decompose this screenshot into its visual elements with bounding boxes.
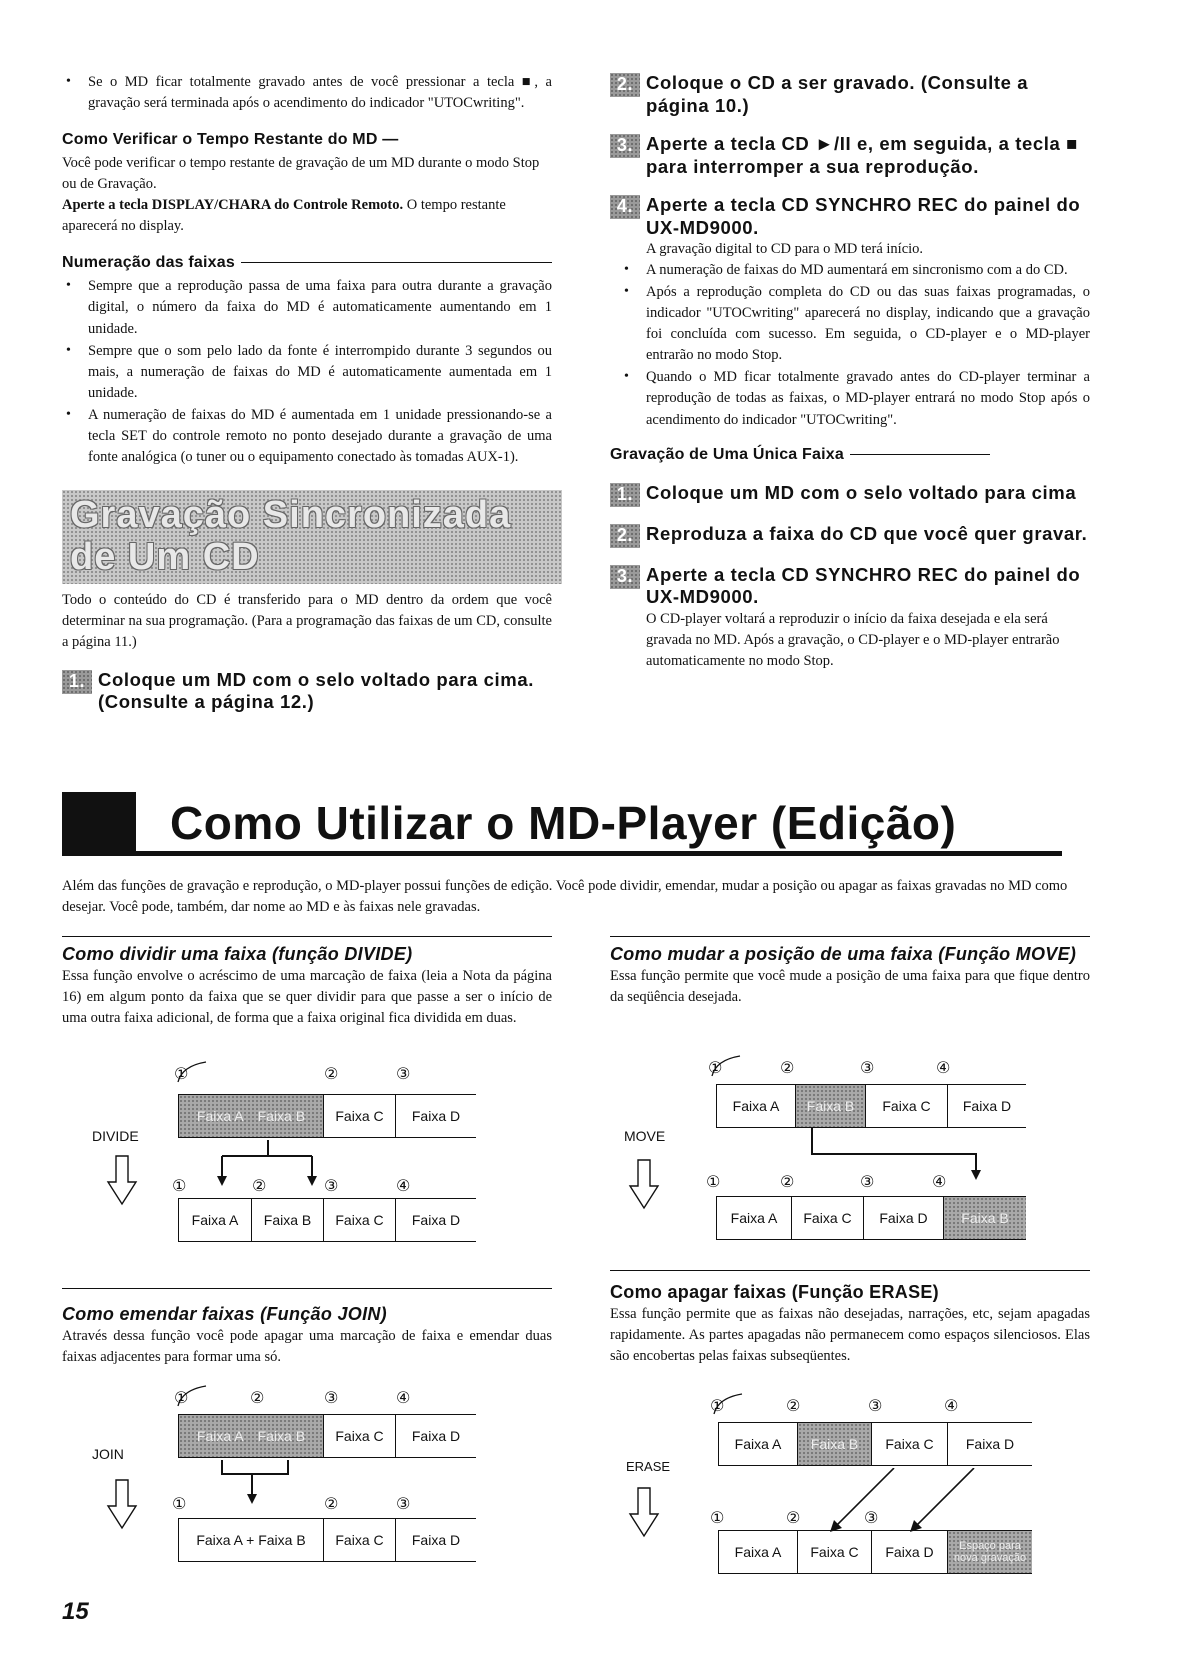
track-cell: Faixa D (411, 1531, 461, 1548)
track-cell: Faixa C (798, 1531, 872, 1573)
track-cell: Faixa A + Faixa B (178, 1519, 324, 1561)
list-item: • Se o MD ficar totalmente gravado antes de você pressionar a tecla ■, a gravação será terminada após o acendimento do indicador "UTOCwriting". (62, 72, 552, 114)
list-item: • A numeração de faixas do MD é aumentada em 1 unidade pressionando-se a tecla SET do controle remoto no ponto desejado durante a gravação de uma fonte analógica (o tuner ou o equipamento conectado às tomadas AUX-1). (62, 405, 552, 468)
list-item: • A numeração de faixas do MD aumentará em sincronismo com a do CD. (620, 260, 1090, 281)
sync-step-3: 3. Aperte a tecla CD ►/II e, em seguida, a tecla ■ para interromper a sua reprodução. (610, 133, 1090, 178)
track-cell: Faixa D (864, 1197, 944, 1239)
track-cell: Faixa C (792, 1197, 864, 1239)
list-item: • Sempre que o som pelo lado da fonte é interrompido durante 3 segundos ou mais, a numeração de faixas do MD é automaticamente aumentada em 1 unidade. (62, 341, 552, 404)
track-cell: Faixa C (872, 1423, 948, 1465)
single-step-1: 1. Coloque um MD com o selo voltado para cima (610, 482, 1090, 507)
single-step-2: 2. Reproduza a faixa do CD que você quer gravar. (610, 523, 1090, 548)
page-number: 15 (62, 1598, 89, 1625)
track-cell: Faixa C (324, 1519, 396, 1561)
left-column (62, 72, 552, 714)
single-step-3: 3. Aperte a tecla CD SYNCHRO REC do painel do UX-MD9000. (610, 564, 1090, 609)
sync-recording-banner: Gravação Sincronizada de Um CD (62, 490, 562, 584)
top-bullet-list (62, 72, 552, 114)
join-track-before (178, 1414, 476, 1458)
list-item: • Sempre que a reprodução passa de uma faixa para outra durante a gravação digital, o número da faixa do MD é automaticamente aumentando em 1 unidade. (62, 276, 552, 339)
track-cell: Faixa D (872, 1531, 948, 1573)
join-mode-label: JOIN (92, 1446, 124, 1462)
track-cell: Faixa D (411, 1107, 461, 1124)
numbering-list (62, 276, 552, 467)
move-track-after (716, 1196, 1026, 1240)
list-item: • Após a reprodução completa do CD ou das suas faixas programadas, o indicador "UTOCwriting" aparecerá no display, indicando que a gravação foi concluída com sucesso. Em seguida, o CD-player e o MD-player entrarão no modo Stop. (620, 282, 1090, 366)
erase-text: Essa função permite que as faixas não desejadas, narrações, etc, sejam apagadas rapidamente. As partes apagadas não permanecem como espaços silenciosos. Elas são encobertas pelas faixas subseqüentes. (610, 1305, 1090, 1364)
divide-mode-label: DIVIDE (92, 1128, 139, 1144)
track-cell: Faixa C (324, 1095, 396, 1137)
shift-arrows-icon (810, 1468, 1030, 1538)
list-item: • Quando o MD ficar totalmente gravado antes do CD-player terminar a reprodução de todas as faixas, o MD-player entrará no modo Stop após o acendimento do indicador "UTOCwriting". (620, 367, 1090, 430)
erase-title: Como apagar faixas (Função ERASE) (610, 1270, 1090, 1304)
step-4-list (620, 260, 1090, 430)
sync-intro-text: Todo o conteúdo do CD é transferido para o MD dentro da ordem que você determinar na sua programação. (Para a programação das faixas de um CD, consulte a página 11.) (62, 591, 552, 650)
move-section (610, 936, 1090, 1008)
track-cell: Faixa D (962, 1097, 1012, 1114)
erase-section (610, 1270, 1090, 1367)
check-time-heading: Como Verificar o Tempo Restante do MD — (62, 131, 399, 149)
move-mode-label: MOVE (624, 1128, 666, 1144)
track-cell: Faixa A Faixa B (178, 1095, 324, 1137)
erase-track-after (718, 1530, 1032, 1574)
track-cell: Faixa B (252, 1199, 324, 1241)
arrow-down-icon (626, 1486, 662, 1542)
join-track-after (178, 1518, 476, 1562)
sync-step-4-body: A gravação digital to CD para o MD terá início. (646, 241, 924, 258)
move-track-before (716, 1084, 1026, 1128)
track-cell: Faixa A (718, 1423, 798, 1465)
divide-title: Como dividir uma faixa (função DIVIDE) (62, 936, 552, 966)
title-block-icon (62, 792, 136, 856)
track-cell: Faixa A (178, 1199, 252, 1241)
divide-diagram: ① ② ③ Faixa A Faixa B Faixa C Faixa D DIVIDE ① ② ③ ④ Faixa A Faixa B Faixa C Faixa D (62, 1060, 552, 1260)
single-track-heading: Gravação de Uma Única Faixa (610, 443, 1090, 466)
track-cell: Faixa D (411, 1211, 461, 1228)
erase-diagram: ① ② ③ ④ Faixa A Faixa B Faixa C Faixa D ERASE ① ② ③ Faixa A Faixa C Faixa D Espaço para nova gravação (610, 1392, 1090, 1592)
track-cell: Faixa C (324, 1415, 396, 1457)
single-step-3-body: O CD-player voltará a reproduzir o início da faixa desejada e ela será gravada no MD. Após a gravação, o CD-player e o MD-player entrarão automaticamente no modo Stop. (646, 610, 1060, 669)
track-cell: Faixa B (796, 1085, 866, 1127)
track-cell: Faixa B (944, 1197, 1026, 1239)
move-connector-icon (810, 1128, 1010, 1184)
track-cell: Faixa C (324, 1199, 396, 1241)
track-cell: Faixa C (866, 1085, 948, 1127)
join-connector-icon (212, 1460, 362, 1510)
move-title: Como mudar a posição de uma faixa (Função MOVE) (610, 936, 1090, 966)
erase-track-before (718, 1422, 1032, 1466)
track-cell: Faixa D (965, 1435, 1015, 1452)
join-text: Através dessa função você pode apagar uma marcação de faixa e emendar duas faixas adjacentes para formar uma só. (62, 1327, 552, 1365)
divide-track-before (178, 1094, 476, 1138)
check-time-instruction: Aperte a tecla DISPLAY/CHARA do Controle Remoto. O tempo restante aparecerá no display. (62, 197, 506, 235)
free-space-cell: Espaço para nova gravação (948, 1531, 1032, 1573)
erase-mode-label: ERASE (626, 1459, 671, 1474)
sync-step-2: 2. Coloque o CD a ser gravado. (Consulte a página 10.) (610, 72, 1090, 117)
numbering-heading: Numeração das faixas (62, 251, 552, 274)
sync-step-4: 4. Aperte a tecla CD SYNCHRO REC do painel do UX-MD9000. (610, 194, 1090, 239)
divide-track-after (178, 1198, 476, 1242)
track-cell: Faixa A (716, 1085, 796, 1127)
main-title: Como Utilizar o MD-Player (Edição) (62, 792, 1062, 856)
split-connector-icon (212, 1140, 362, 1190)
move-diagram: ① ② ③ ④ Faixa A Faixa B Faixa C Faixa D MOVE ① ② ③ ④ Faixa A Faixa C Faixa D Faixa B (610, 1050, 1090, 1250)
right-column (610, 72, 1090, 672)
join-title: Como emendar faixas (Função JOIN) (62, 1288, 552, 1326)
track-cell: Faixa A Faixa B (178, 1415, 324, 1457)
join-section (62, 1288, 552, 1368)
track-cell: Faixa D (411, 1427, 461, 1444)
track-cell: Faixa A (718, 1531, 798, 1573)
arrow-down-icon (104, 1478, 140, 1534)
track-cell: Faixa A (716, 1197, 792, 1239)
intro-text: Além das funções de gravação e reprodução, o MD-player possui funções de edição. Você pode dividir, emendar, mudar a posição ou apagar as faixas gravadas no MD como desejar. Você pode, também, dar nome ao MD e às faixas nele gravadas. (62, 878, 1068, 916)
arrow-down-icon (104, 1154, 140, 1210)
move-text: Essa função permite que você mude a posição de uma faixa para que fique dentro da seqüência desejada. (610, 967, 1090, 1005)
sync-step-1: 1. Coloque um MD com o selo voltado para cima. (Consulte a página 12.) (62, 669, 552, 714)
arrow-down-icon (626, 1158, 662, 1214)
join-diagram: ① ② ③ ④ Faixa A Faixa B Faixa C Faixa D JOIN ① ② ③ Faixa A + Faixa B Faixa C Faixa D (62, 1384, 552, 1580)
divide-text: Essa função envolve o acréscimo de uma marcação de faixa (leia a Nota da página 16) em algum ponto da faixa que se quer dividir para que passe a ser o início de uma outra faixa adicional, de forma que a faixa original fica dividida em duas. (62, 967, 552, 1026)
check-time-text: Você pode verificar o tempo restante de gravação de um MD durante o modo Stop ou de Gravação. (62, 155, 540, 193)
divide-section (62, 936, 552, 1029)
track-cell: Faixa B (798, 1423, 872, 1465)
